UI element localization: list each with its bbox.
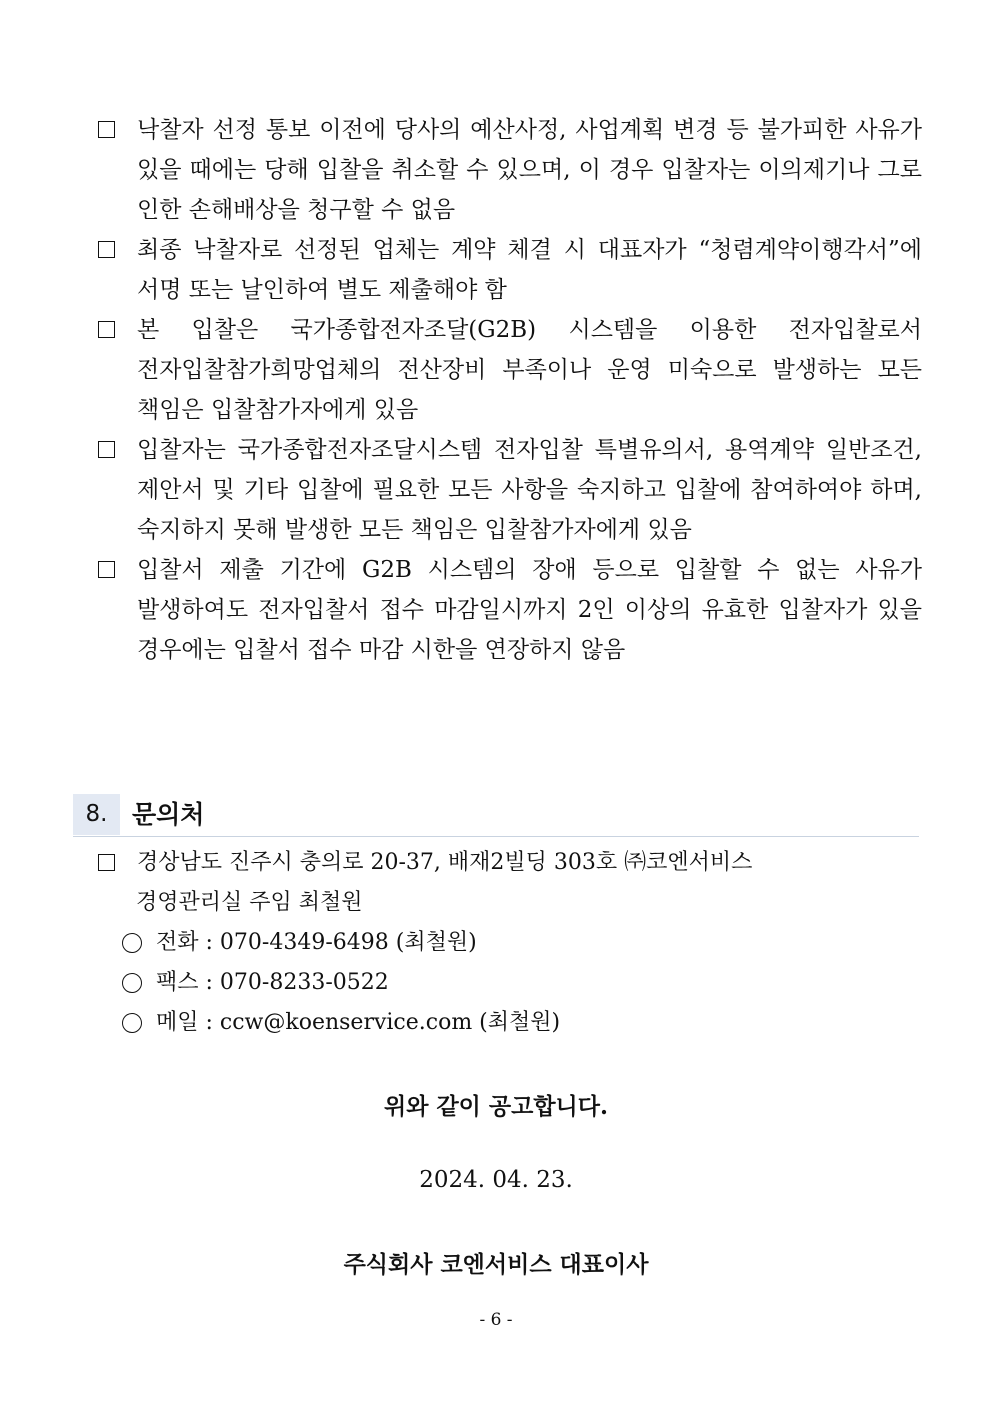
square-bullet-icon <box>98 561 115 578</box>
bullet-text: 본 입찰은 국가종합전자조달(G2B) 시스템을 이용한 전자입찰로서 전자입찰참가희망업체의 전산장비 부족이나 운영 미숙으로 발생하는 모든 책임은 입찰참가자에게 있음 <box>137 317 922 423</box>
section-number: 8. <box>73 794 120 835</box>
circle-bullet-icon <box>122 973 142 993</box>
contact-fax-line <box>96 963 922 1003</box>
notice-bullet-list <box>96 110 922 670</box>
bullet-item <box>96 430 922 550</box>
contact-address: 경상남도 진주시 충의로 20-37, 배재2빌딩 303호 ㈜코엔서비스 <box>137 850 753 875</box>
bullet-text: 최종 낙찰자로 선정된 업체는 계약 체결 시 대표자가 “청렴계약이행각서”에 서명 또는 날인하여 별도 제출해야 함 <box>137 237 922 303</box>
bullet-item <box>96 310 922 430</box>
bullet-item <box>96 230 922 310</box>
circle-bullet-icon <box>122 1013 142 1033</box>
company-signature: 주식회사 코엔서비스 대표이사 <box>343 1251 649 1278</box>
square-bullet-icon <box>98 441 115 458</box>
contact-department: 경영관리실 주임 최철원 <box>136 890 363 915</box>
contact-fax: 팩스 : 070-8233-0522 <box>156 970 389 995</box>
bullet-text: 입찰서 제출 기간에 G2B 시스템의 장애 등으로 입찰할 수 없는 사유가 발생하여도 전자입찰서 접수 마감일시까지 2인 이상의 유효한 입찰자가 있을 경우에는 입찰서 접수 마감 시한을 연장하지 않음 <box>137 557 922 663</box>
contact-info <box>96 843 922 1043</box>
contact-department-line <box>96 883 922 923</box>
bullet-item <box>96 110 922 230</box>
contact-address-line <box>96 843 922 883</box>
page-number: - 6 - <box>479 1310 513 1330</box>
circle-bullet-icon <box>122 933 142 953</box>
square-bullet-icon <box>98 854 115 871</box>
section-header-inquiry <box>73 794 919 837</box>
bullet-item <box>96 550 922 670</box>
square-bullet-icon <box>98 241 115 258</box>
contact-phone-line <box>96 923 922 963</box>
bullet-text: 낙찰자 선정 통보 이전에 당사의 예산사정, 사업계획 변경 등 불가피한 사유가 있을 때에는 당해 입찰을 취소할 수 있으며, 이 경우 입찰자는 이의제기나 그로 인한 손해배상을 청구할 수 없음 <box>137 117 922 223</box>
section-title: 문의처 <box>132 800 205 829</box>
square-bullet-icon <box>98 321 115 338</box>
contact-phone: 전화 : 070-4349-6498 (최철원) <box>156 930 477 955</box>
contact-email-line <box>96 1003 922 1043</box>
announcement-date: 2024. 04. 23. <box>419 1167 573 1193</box>
bullet-text: 입찰자는 국가종합전자조달시스템 전자입찰 특별유의서, 용역계약 일반조건, 제안서 및 기타 입찰에 필요한 모든 사항을 숙지하고 입찰에 참여하여야 하며, 숙지하지 못해 발생한 모든 책임은 입찰참가자에게 있음 <box>137 437 922 543</box>
announcement-text: 위와 같이 공고합니다. <box>384 1093 608 1120</box>
square-bullet-icon <box>98 121 115 138</box>
contact-email: 메일 : ccw@koenservice.com (최철원) <box>156 1010 561 1035</box>
